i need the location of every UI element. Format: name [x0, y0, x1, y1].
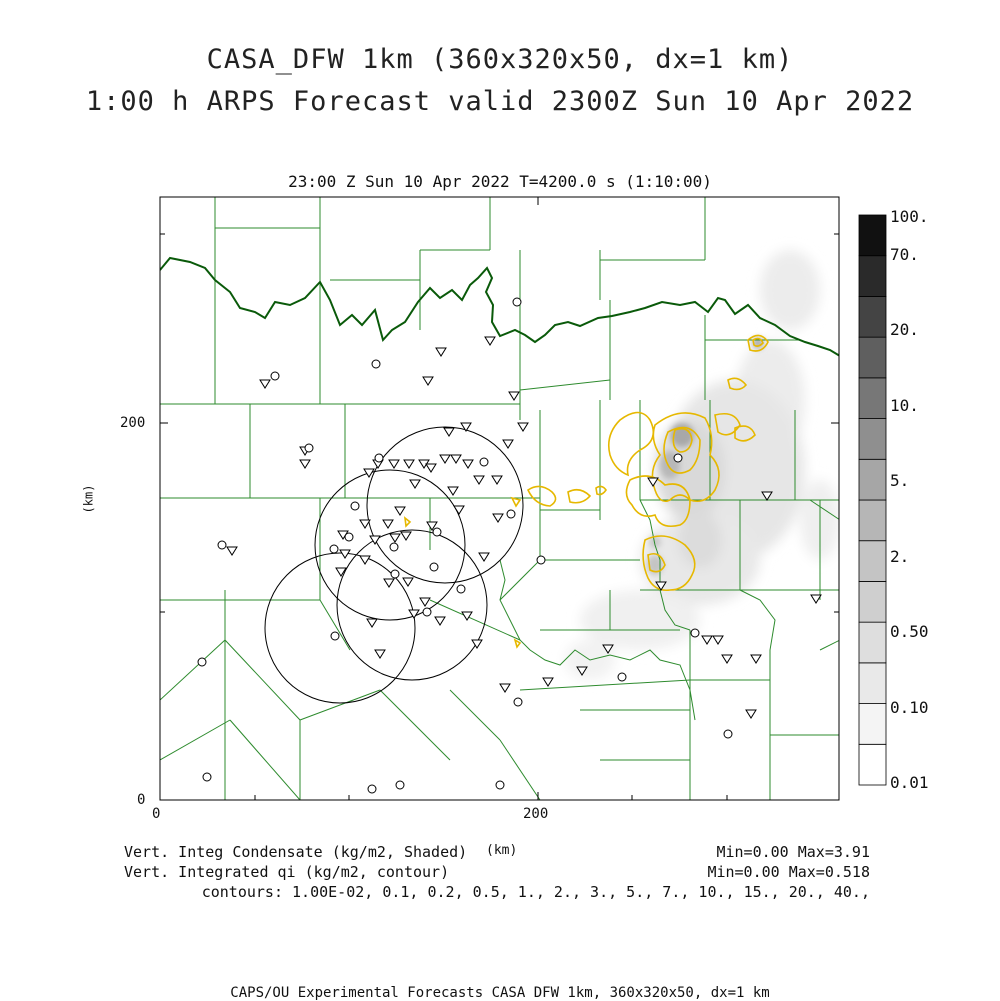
colorbar-label-050: 0.50 [890, 622, 929, 641]
colorbar-swatch [859, 296, 886, 337]
colorbar-label-001: 0.01 [890, 773, 929, 792]
shaded-field-label: Vert. Integ Condensate (kg/m2, Shaded) [124, 843, 468, 861]
colorbar-swatch [859, 378, 886, 419]
plot-title-line1: CASA_DFW 1km (360x320x50, dx=1 km) [206, 44, 794, 75]
state-border [160, 258, 840, 356]
y-tick-200: 200 [120, 415, 146, 431]
colorbar-swatch [859, 500, 886, 541]
colorbar-label-100: 100. [890, 207, 929, 226]
plot-title-line2: 1:00 h ARPS Forecast valid 2300Z Sun 10 Apr 2022 [85, 86, 915, 117]
x-tick-200: 200 [523, 806, 549, 822]
colorbar-label-5: 5. [890, 471, 910, 490]
colorbar-label-70: 70. [890, 245, 919, 264]
colorbar [859, 215, 886, 785]
colorbar-swatch [859, 541, 886, 582]
colorbar-swatch [859, 419, 886, 460]
y-tick-0: 0 [137, 792, 146, 808]
colorbar-swatch [859, 663, 886, 704]
contour-field-label: Vert. Integrated qi (kg/m2, contour) [124, 863, 450, 881]
x-axis-label: (km) [486, 843, 518, 858]
credit-line: CAPS/OU Experimental Forecasts CASA DFW 1km, 360x320x50, dx=1 km [230, 985, 770, 1001]
colorbar-label-10: 10. [890, 396, 919, 415]
colorbar-swatch [859, 215, 886, 256]
colorbar-swatch [859, 622, 886, 663]
contour-levels: contours: 1.00E-02, 0.1, 0.2, 0.5, 1., 2., 3., 5., 7., 10., 15., 20., 40., [201, 883, 870, 901]
shaded-minmax: Min=0.00 Max=3.91 [716, 843, 870, 861]
colorbar-swatch [859, 581, 886, 622]
colorbar-swatch [859, 704, 886, 745]
colorbar-swatch [859, 744, 886, 785]
colorbar-swatch [859, 256, 886, 297]
valid-time-subtitle: 23:00 Z Sun 10 Apr 2022 T=4200.0 s (1:10:00) [288, 172, 712, 191]
colorbar-swatch [859, 459, 886, 500]
colorbar-label-20: 20. [890, 320, 919, 339]
colorbar-swatch [859, 337, 886, 378]
condensate-shading [565, 250, 840, 680]
contour-minmax: Min=0.00 Max=0.518 [707, 863, 870, 881]
x-tick-0: 0 [152, 806, 161, 822]
colorbar-label-2: 2. [890, 547, 910, 566]
colorbar-label-010: 0.10 [890, 698, 929, 717]
y-axis-label: (km) [81, 484, 96, 514]
